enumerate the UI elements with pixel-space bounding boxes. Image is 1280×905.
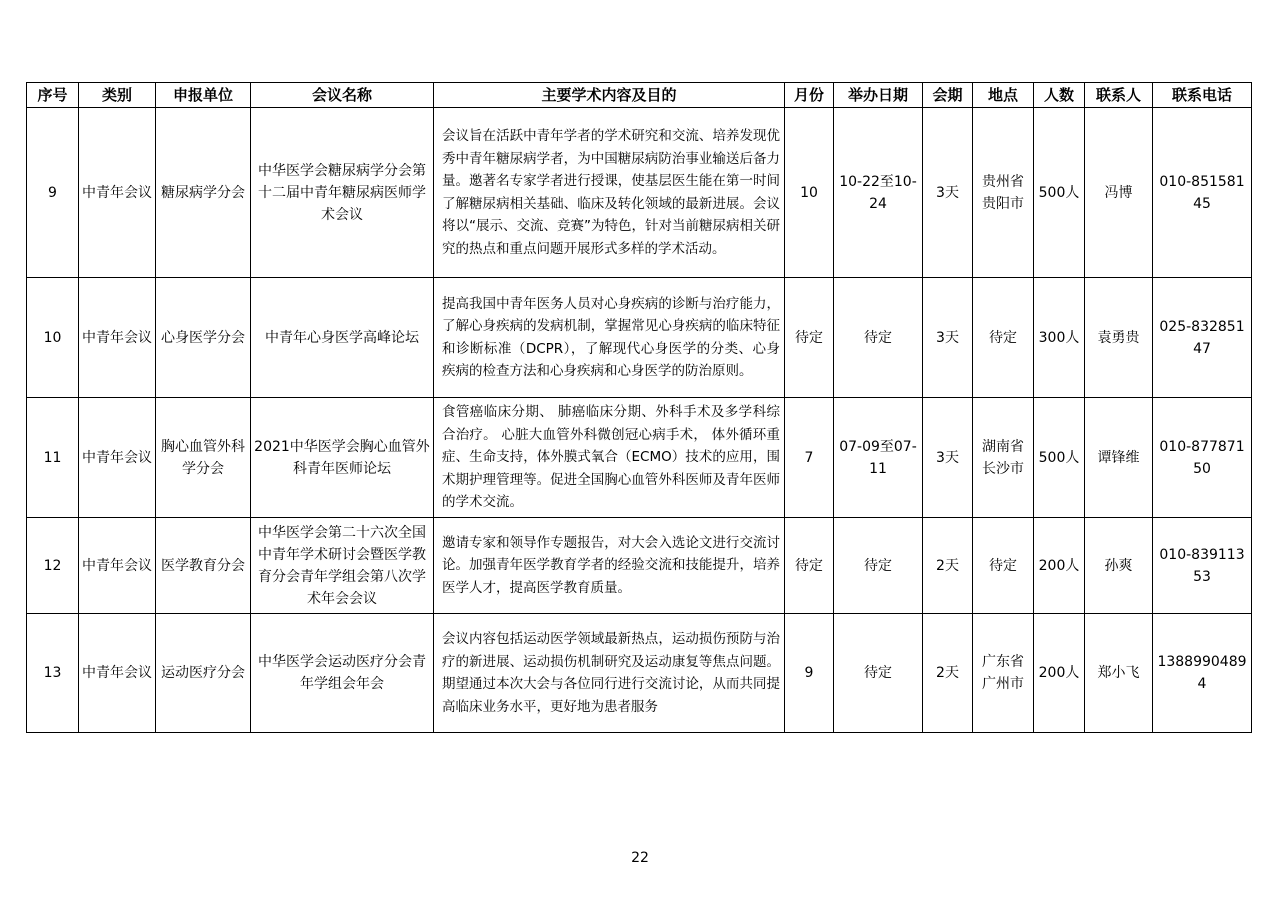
table-row bbox=[27, 278, 1252, 398]
cell-unit: 胸心血管外科学分会 bbox=[156, 398, 251, 518]
header-date: 举办日期 bbox=[834, 83, 923, 108]
cell-month: 待定 bbox=[785, 518, 834, 614]
cell-date: 待定 bbox=[834, 518, 923, 614]
cell-no: 10 bbox=[27, 278, 79, 398]
cell-attendees: 200人 bbox=[1034, 614, 1085, 733]
cell-unit: 医学教育分会 bbox=[156, 518, 251, 614]
cell-location: 贵州省贵阳市 bbox=[973, 108, 1034, 278]
header-attendees: 人数 bbox=[1034, 83, 1085, 108]
cell-name: 2021中华医学会胸心血管外科青年医师论坛 bbox=[251, 398, 434, 518]
cell-unit: 心身医学分会 bbox=[156, 278, 251, 398]
cell-contact: 谭锋维 bbox=[1085, 398, 1153, 518]
cell-no: 11 bbox=[27, 398, 79, 518]
cell-name: 中华医学会第二十六次全国中青年学术研讨会暨医学教育分会青年学组会第八次学术年会会议 bbox=[251, 518, 434, 614]
cell-content: 邀请专家和领导作专题报告，对大会入选论文进行交流讨论。加强青年医学教育学者的经验交流和技能提升，培养医学人才，提高医学教育质量。 bbox=[434, 518, 785, 614]
cell-content: 提高我国中青年医务人员对心身疾病的诊断与治疗能力，了解心身疾病的发病机制，掌握常见心身疾病的临床特征和诊断标准（DCPR），了解现代心身医学的分类、心身疾病的检查方法和心身疾病和心身医学的防治原则。 bbox=[434, 278, 785, 398]
cell-month: 待定 bbox=[785, 278, 834, 398]
cell-date: 待定 bbox=[834, 278, 923, 398]
header-no: 序号 bbox=[27, 83, 79, 108]
cell-contact: 郑小飞 bbox=[1085, 614, 1153, 733]
cell-content: 食管癌临床分期、 肺癌临床分期、外科手术及多学科综合治疗。 心脏大血管外科微创冠心病手术， 体外循环重症、生命支持，体外膜式氧合（ECMO）技术的应用，围术期护理管理等。促进全国胸心血管外科医师及青年医师的学术交流。 bbox=[434, 398, 785, 518]
cell-unit: 糖尿病学分会 bbox=[156, 108, 251, 278]
cell-date: 07-09至07-11 bbox=[834, 398, 923, 518]
cell-duration: 3天 bbox=[923, 278, 973, 398]
cell-month: 9 bbox=[785, 614, 834, 733]
cell-phone: 13889904894 bbox=[1153, 614, 1252, 733]
cell-no: 12 bbox=[27, 518, 79, 614]
cell-phone: 010-83911353 bbox=[1153, 518, 1252, 614]
cell-content: 会议旨在活跃中青年学者的学术研究和交流、培养发现优秀中青年糖尿病学者，为中国糖尿病防治事业输送后备力量。邀著名专家学者进行授课，使基层医生能在第一时间了解糖尿病相关基础、临床及转化领域的最新进展。会议将以“展示、交流、竞赛”为特色，针对当前糖尿病相关研究的热点和重点问题开展形式多样的学术活动。 bbox=[434, 108, 785, 278]
cell-duration: 2天 bbox=[923, 614, 973, 733]
cell-attendees: 500人 bbox=[1034, 108, 1085, 278]
cell-attendees: 500人 bbox=[1034, 398, 1085, 518]
cell-category: 中青年会议 bbox=[79, 614, 156, 733]
cell-location: 待定 bbox=[973, 278, 1034, 398]
cell-unit: 运动医疗分会 bbox=[156, 614, 251, 733]
header-unit: 申报单位 bbox=[156, 83, 251, 108]
table-row bbox=[27, 518, 1252, 614]
conference-table bbox=[26, 82, 1252, 733]
header-row bbox=[27, 83, 1252, 108]
header-category: 类别 bbox=[79, 83, 156, 108]
cell-month: 10 bbox=[785, 108, 834, 278]
cell-phone: 025-83285147 bbox=[1153, 278, 1252, 398]
cell-phone: 010-85158145 bbox=[1153, 108, 1252, 278]
page-number: 22 bbox=[631, 850, 649, 866]
cell-date: 10-22至10-24 bbox=[834, 108, 923, 278]
header-location: 地点 bbox=[973, 83, 1034, 108]
cell-attendees: 300人 bbox=[1034, 278, 1085, 398]
cell-category: 中青年会议 bbox=[79, 398, 156, 518]
cell-name: 中华医学会糖尿病学分会第十二届中青年糖尿病医师学术会议 bbox=[251, 108, 434, 278]
cell-content: 会议内容包括运动医学领域最新热点，运动损伤预防与治疗的新进展、运动损伤机制研究及运动康复等焦点问题。期望通过本次大会与各位同行进行交流讨论，从而共同提高临床业务水平，更好地为患者服务 bbox=[434, 614, 785, 733]
header-phone: 联系电话 bbox=[1153, 83, 1252, 108]
header-content: 主要学术内容及目的 bbox=[434, 83, 785, 108]
cell-duration: 2天 bbox=[923, 518, 973, 614]
cell-no: 9 bbox=[27, 108, 79, 278]
cell-date: 待定 bbox=[834, 614, 923, 733]
table-row bbox=[27, 614, 1252, 733]
table-row bbox=[27, 108, 1252, 278]
cell-duration: 3天 bbox=[923, 398, 973, 518]
cell-category: 中青年会议 bbox=[79, 278, 156, 398]
header-contact: 联系人 bbox=[1085, 83, 1153, 108]
cell-location: 湖南省长沙市 bbox=[973, 398, 1034, 518]
cell-duration: 3天 bbox=[923, 108, 973, 278]
cell-contact: 冯博 bbox=[1085, 108, 1153, 278]
cell-name: 中青年心身医学高峰论坛 bbox=[251, 278, 434, 398]
cell-name: 中华医学会运动医疗分会青年学组会年会 bbox=[251, 614, 434, 733]
header-duration: 会期 bbox=[923, 83, 973, 108]
cell-location: 广东省广州市 bbox=[973, 614, 1034, 733]
cell-contact: 袁勇贵 bbox=[1085, 278, 1153, 398]
header-month: 月份 bbox=[785, 83, 834, 108]
cell-phone: 010-87787150 bbox=[1153, 398, 1252, 518]
cell-no: 13 bbox=[27, 614, 79, 733]
cell-category: 中青年会议 bbox=[79, 518, 156, 614]
header-name: 会议名称 bbox=[251, 83, 434, 108]
cell-attendees: 200人 bbox=[1034, 518, 1085, 614]
cell-location: 待定 bbox=[973, 518, 1034, 614]
cell-month: 7 bbox=[785, 398, 834, 518]
table-row bbox=[27, 398, 1252, 518]
cell-category: 中青年会议 bbox=[79, 108, 156, 278]
cell-contact: 孙爽 bbox=[1085, 518, 1153, 614]
